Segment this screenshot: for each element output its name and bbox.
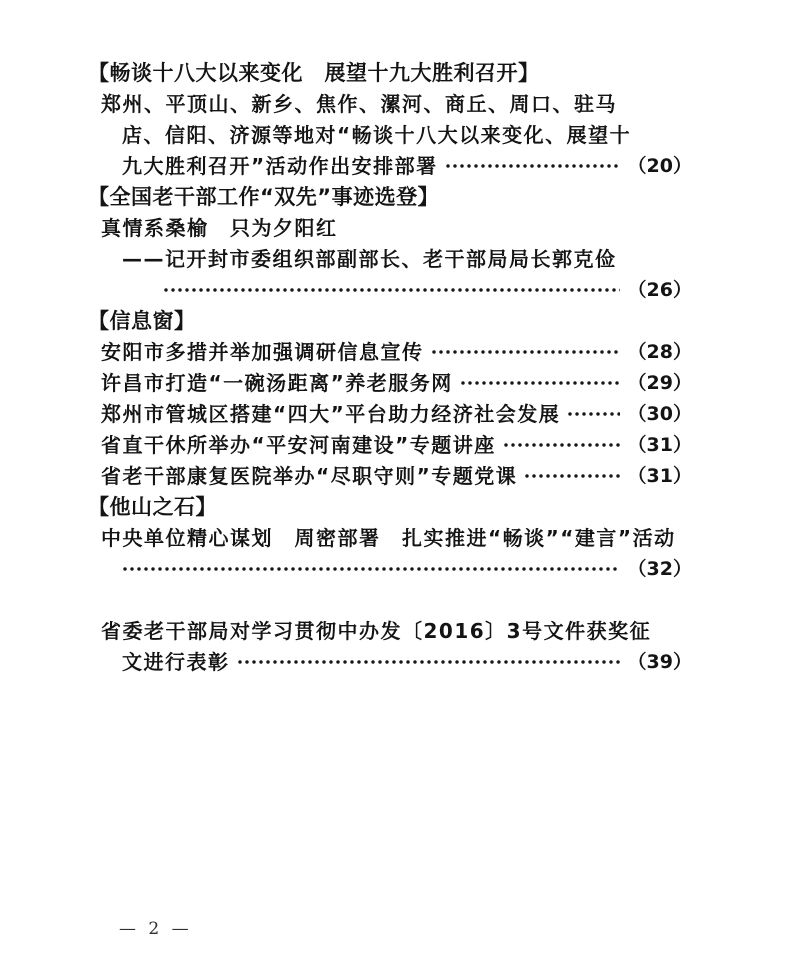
entry-page-number: （32） xyxy=(627,558,692,580)
toc-entry-line xyxy=(88,645,692,676)
dot-leader xyxy=(524,473,619,479)
entry-text: 许昌市打造“一碗汤距离”养老服务网 xyxy=(101,371,453,395)
toc-entry-line xyxy=(88,428,692,459)
entry-text: 省直干休所举办“平安河南建设”专题讲座 xyxy=(101,433,496,457)
entry-text: 省老干部康复医院举办“尽职守则”专题党课 xyxy=(101,464,518,488)
toc-entry-line xyxy=(88,273,692,304)
entry-page-number: （31） xyxy=(627,465,692,487)
entry-text: 中央单位精心谋划 周密部署 扎实推进“畅谈”“建言”活动 xyxy=(101,526,676,550)
dot-leader xyxy=(122,566,620,572)
entry-text: 安阳市多措并举加强调研信息宣传 xyxy=(101,340,424,364)
entry-text: 郑州、平顶山、新乡、焦作、漯河、商丘、周口、驻马 xyxy=(101,92,617,116)
entry-page-number: （31） xyxy=(627,434,692,456)
toc-section-header xyxy=(88,490,692,521)
entry-text: 真情系桑榆 只为夕阳红 xyxy=(101,216,338,240)
section-header-text: 【畅谈十八大以来变化 展望十九大胜利召开】 xyxy=(88,60,540,85)
page-footer xyxy=(119,919,190,939)
toc-entry-line xyxy=(88,149,692,180)
toc-section-header xyxy=(88,180,692,211)
toc-entry-line xyxy=(88,366,692,397)
dot-leader xyxy=(431,349,620,355)
dot-leader xyxy=(237,659,620,665)
toc-entry-line xyxy=(88,583,692,614)
entry-page-number: （28） xyxy=(627,341,692,363)
entry-page-number: （20） xyxy=(627,155,692,177)
dot-leader xyxy=(460,380,620,386)
dot-leader xyxy=(567,411,619,417)
toc-entry-line xyxy=(88,459,692,490)
toc-entry-line xyxy=(88,552,692,583)
toc-section-header xyxy=(88,304,692,335)
toc-section-header xyxy=(88,56,692,87)
entry-page-number: （39） xyxy=(627,651,692,673)
toc-entry-line xyxy=(88,335,692,366)
section-header-text: 【全国老干部工作“双先”事迹选登】 xyxy=(88,184,440,209)
section-header-text: 【他山之石】 xyxy=(88,494,217,519)
toc-entry-line xyxy=(88,397,692,428)
toc-content xyxy=(88,56,692,676)
page-number: — 2 — xyxy=(119,919,190,939)
toc-entry-line xyxy=(88,87,692,118)
toc-entry-line xyxy=(88,211,692,242)
entry-text: ——记开封市委组织部副部长、老干部局局长郭克俭 xyxy=(122,247,617,271)
entry-page-number: （26） xyxy=(627,279,692,301)
entry-text: 九大胜利召开”活动作出安排部署 xyxy=(122,154,438,178)
dot-leader xyxy=(445,163,620,169)
entry-text: 文进行表彰 xyxy=(122,650,230,674)
toc-entry-line xyxy=(88,242,692,273)
entry-text: 省委老干部局对学习贯彻中办发〔2016〕3号文件获奖征 xyxy=(101,619,652,643)
entry-page-number: （30） xyxy=(627,403,692,425)
toc-entry-line xyxy=(88,614,692,645)
toc-entry-line xyxy=(88,521,692,552)
section-header-text: 【信息窗】 xyxy=(88,308,196,333)
entry-page-number: （29） xyxy=(627,372,692,394)
entry-text: 郑州市管城区搭建“四大”平台助力经济社会发展 xyxy=(101,402,561,426)
dot-leader xyxy=(163,287,620,293)
entry-text: 店、信阳、济源等地对“畅谈十八大以来变化、展望十 xyxy=(122,123,632,147)
toc-entry-line xyxy=(88,118,692,149)
dot-leader xyxy=(503,442,620,448)
